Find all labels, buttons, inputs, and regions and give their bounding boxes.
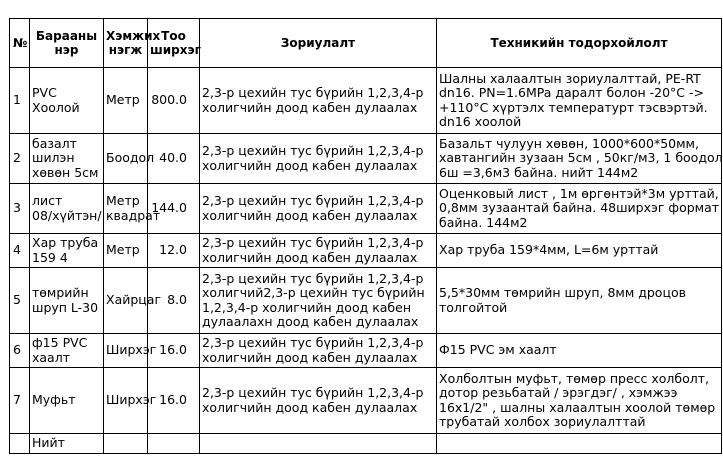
- row-num: 2: [10, 134, 30, 184]
- header-num: №: [10, 19, 30, 68]
- total-label: Нийт: [30, 434, 104, 454]
- header-name: Барааны нэр: [30, 19, 104, 68]
- item-spec: Оценковый лист , 1м өргөнтэй*3м урттай, 0,8мм зузаантай байна. 48ширхэг формат байна. 144м2: [437, 184, 722, 234]
- item-name: лист 08/хүйтэн/: [30, 184, 104, 234]
- header-qty: Тоо ширхэг: [148, 19, 200, 68]
- item-purpose: 2,3-р цехийн тус бүрийн 1,2,3,4-р холигчийн доод кабен дулаалах: [200, 334, 437, 368]
- item-name: Хар труба 159 4: [30, 234, 104, 268]
- item-qty: 40.0: [148, 134, 200, 184]
- item-name: Муфьт: [30, 368, 104, 434]
- item-spec: Шалны халаалтын зориулалттай, PE-RT dn16. PN=1.6MPa даралт болон -20°C -> +110°C хүртэлх температурт тэсвэртэй. dn16 хоолой: [437, 68, 722, 134]
- item-purpose: 2,3-р цехийн тус бүрийн 1,2,3,4-р холигчийн доод кабен дулаалах: [200, 234, 437, 268]
- item-qty: 16.0: [148, 334, 200, 368]
- header-spec: Техникийн тодорхойлолт: [437, 19, 722, 68]
- table-row: [10, 368, 722, 434]
- table-row: [10, 184, 722, 234]
- item-purpose: 2,3-р цехийн тус бүрийн 1,2,3,4-р холигчийн доод кабен дулаалах: [200, 184, 437, 234]
- item-unit: Ширхэг: [104, 334, 148, 368]
- row-num: 5: [10, 268, 30, 334]
- item-unit: Боодол: [104, 134, 148, 184]
- total-unit: [104, 434, 148, 454]
- row-num: 6: [10, 334, 30, 368]
- item-qty: 8.0: [148, 268, 200, 334]
- table-row: [10, 68, 722, 134]
- item-qty: 16.0: [148, 368, 200, 434]
- item-unit: Метр: [104, 68, 148, 134]
- item-spec: 5,5*30мм төмрийн шруп, 8мм дроцов толгойтой: [437, 268, 722, 334]
- item-qty: 12.0: [148, 234, 200, 268]
- item-spec: Базальт чулуун хөвөн, 1000*600*50мм, хавтангийн зузаан 5см , 50кг/м3, 1 боодол 6ш =3,6м3 байна. нийт 144м2: [437, 134, 722, 184]
- item-purpose: 2,3-р цехийн тус бүрийн 1,2,3,4-р холигчийн доод кабен дулаалах: [200, 368, 437, 434]
- item-spec: Хар труба 159*4мм, L=6м урттай: [437, 234, 722, 268]
- total-purpose: [200, 434, 437, 454]
- total-qty: [148, 434, 200, 454]
- procurement-table: [9, 18, 722, 454]
- row-num: 7: [10, 368, 30, 434]
- total-spec: [437, 434, 722, 454]
- item-name: ф15 PVC хаалт: [30, 334, 104, 368]
- table-row: [10, 334, 722, 368]
- row-num: 1: [10, 68, 30, 134]
- table-row: [10, 268, 722, 334]
- item-qty: 800.0: [148, 68, 200, 134]
- header-unit: Хэмжих нэгж: [104, 19, 148, 68]
- item-name: төмрийн шруп L-30: [30, 268, 104, 334]
- item-name: базалт шилэн хөвөн 5см: [30, 134, 104, 184]
- header-purpose: Зориулалт: [200, 19, 437, 68]
- total-num: [10, 434, 30, 454]
- item-unit: Хайрцаг: [104, 268, 148, 334]
- item-purpose: 2,3-р цехийн тус бүрийн 1,2,3,4-р холигчий2,3-р цехийн тус бүрийн 1,2,3,4-р холигчийн доод кабен дулаалахн доод кабен дулаалах: [200, 268, 437, 334]
- item-unit: Метр квадрат: [104, 184, 148, 234]
- item-spec: Холболтын муфьт, төмөр пресс холболт, дотор резьбатай / эрэгдэг/ , хэмжээ 16x1/2" , шалны халаалтын хоолой төмөр трубатай холбох зориулалттай: [437, 368, 722, 434]
- item-spec: Ф15 PVC эм хаалт: [437, 334, 722, 368]
- row-num: 3: [10, 184, 30, 234]
- item-unit: Метр: [104, 234, 148, 268]
- item-qty: 144.0: [148, 184, 200, 234]
- item-name: PVC Хоолой: [30, 68, 104, 134]
- item-purpose: 2,3-р цехийн тус бүрийн 1,2,3,4-р холигчийн доод кабен дулаалах: [200, 134, 437, 184]
- header-row: [10, 19, 722, 68]
- item-purpose: 2,3-р цехийн тус бүрийн 1,2,3,4-р холигчийн доод кабен дулаалах: [200, 68, 437, 134]
- item-unit: Ширхэг: [104, 368, 148, 434]
- table-row: [10, 134, 722, 184]
- row-num: 4: [10, 234, 30, 268]
- total-row: [10, 434, 722, 454]
- table-row: [10, 234, 722, 268]
